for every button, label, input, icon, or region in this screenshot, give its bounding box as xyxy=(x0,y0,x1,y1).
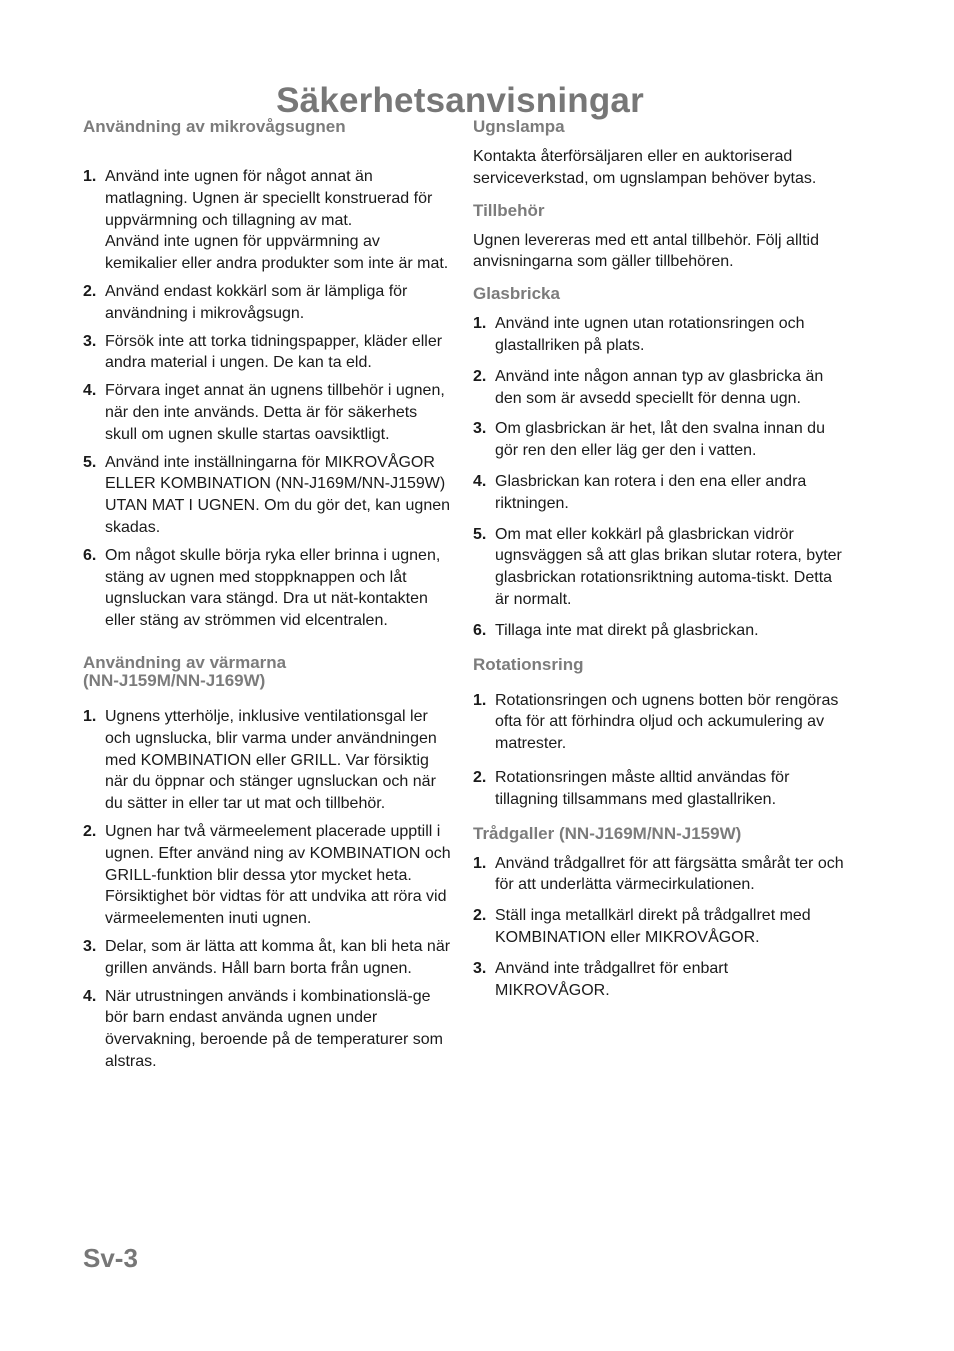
item-text: Delar, som är lätta att komma åt, kan bli heta när grillen används. Håll barn borta från ugnen. xyxy=(105,937,451,977)
list-item xyxy=(473,366,845,410)
item-number: 2. xyxy=(473,907,487,925)
item-text: Om mat eller kokkärl på glasbrickan vidrör ugnsväggen så att glas brikan slutar rotera, byter glasbrickan rotationsriktning automa-tiskt. Detta är normalt. xyxy=(495,525,842,608)
list-item xyxy=(473,690,845,755)
section-heading-oven-lamp: Ugnslampa xyxy=(473,117,565,136)
item-number: 1. xyxy=(473,691,487,709)
item-text: Använd inte ugnen utan rotationsringen och glastallriken på plats. xyxy=(495,315,805,354)
list-item xyxy=(473,620,845,642)
item-number: 5. xyxy=(473,525,487,543)
item-text: Om något skulle börja ryka eller brinna i ugnen, stäng av ugnen med stoppknappen och låt ugnsluckan vara stängd. Dra ut nät-kontakten eller stäng av strömmen vid elcentralen. xyxy=(105,546,441,630)
list-item xyxy=(83,166,451,275)
oven-lamp-text: Kontakta återförsäljaren eller en auktoriserad serviceverkstad, om ugnslampan behöver bytas. xyxy=(473,148,817,187)
item-text: När utrustningen används i kombinationslä-ge bör barn endast använda ugnen under övervakning, beroende på de temperaturer som alstras. xyxy=(105,987,443,1070)
rotation-ring-list xyxy=(473,690,845,811)
item-text: Rotationsringen och ugnens botten bör rengöras ofta för att förhindra oljud och ackumulering av matrester. xyxy=(495,691,839,753)
item-text: Förvara inget annat än ugnens tillbehör i ugnen, när den inte används. Detta är för säkerhets skull om ugnen skulle startas oavsiktligt. xyxy=(105,382,445,443)
item-text: Använd inte inställningarna för MIKROVÅGOR ELLER KOMBINATION (NN-J169M/NN-J159W) UTAN MAT I UGNEN. Om du gör det, kan ugnen skadas. xyxy=(105,453,451,536)
item-text: Använd inte ugnen för något annat än matlagning. Ugnen är speciellt konstruerad för uppvärmning och tillagning av mat. xyxy=(105,168,433,229)
item-number: 4. xyxy=(83,987,97,1005)
item-text: Ugnens ytterhölje, inklusive ventilationsgal ler och ugnslucka, blir varma under användningen med KOMBINATION eller GRILL. Var försiktig när du öppnar och stänger ugnsluckan och när du sätter in eller tar ut mat och tillbehör. xyxy=(105,707,437,813)
section-heading-microwave-use: Användning av mikrovågsugnen xyxy=(83,117,346,136)
item-number: 4. xyxy=(83,382,97,400)
left-column xyxy=(83,118,451,1073)
list-item xyxy=(473,905,845,949)
item-text: Glasbrickan kan rotera i den ena eller andra riktningen. xyxy=(495,472,807,512)
item-number: 6. xyxy=(83,546,97,564)
item-number: 2. xyxy=(83,822,97,840)
list-item xyxy=(473,958,845,1002)
item-number: 3. xyxy=(473,420,487,438)
microwave-use-list xyxy=(83,166,451,632)
item-number: 3. xyxy=(473,959,487,977)
list-item xyxy=(83,331,451,375)
list-item xyxy=(83,452,451,539)
item-text: Använd inte någon annan typ av glasbricka än den som är avsedd speciellt för denna ugn. xyxy=(495,367,824,407)
item-text: Använd trådgallret för att färgsätta småråt ter och för att underlätta värmecirkulationen. xyxy=(495,854,844,894)
list-item xyxy=(473,524,845,611)
list-item xyxy=(83,281,451,325)
item-text: Om glasbrickan är het, låt den svalna innan du gör ren den eller läg ger den i vatten. xyxy=(495,420,825,460)
list-item xyxy=(473,313,845,357)
item-text-continued: Försiktighet bör vidtas för att undvika att röra vid värmeelementen inuti ugnen. xyxy=(105,888,447,928)
item-text: Använd inte trådgallret för enbart MIKROVÅGOR. xyxy=(495,959,729,999)
item-number: 1. xyxy=(473,854,487,872)
item-number: 1. xyxy=(473,315,487,333)
item-number: 1. xyxy=(83,168,97,185)
right-column xyxy=(473,118,845,1001)
item-text: Använd endast kokkärl som är lämpliga för användning i mikrovågsugn. xyxy=(105,282,408,322)
item-number: 1. xyxy=(83,707,97,725)
item-number: 6. xyxy=(473,621,487,639)
item-number: 2. xyxy=(473,367,487,385)
item-text: Försök inte att torka tidningspapper, kläder eller andra material i ungen. De kan ta eld. xyxy=(105,332,443,372)
list-item xyxy=(473,471,845,515)
wire-rack-list xyxy=(473,853,845,1002)
item-number: 4. xyxy=(473,472,487,490)
section-heading-rotation-ring: Rotationsring xyxy=(473,654,584,674)
accessories-text: Ugnen levereras med ett antal tillbehör. Följ alltid anvisningarna som gäller tillbehören. xyxy=(473,231,819,271)
list-item xyxy=(83,545,451,632)
list-item xyxy=(473,853,845,897)
list-item xyxy=(83,706,451,815)
list-item xyxy=(83,821,451,930)
list-item xyxy=(473,418,845,462)
heading-line-2: (NN-J159M/NN-J169W) xyxy=(83,670,266,690)
item-number: 3. xyxy=(83,937,97,955)
item-text: Ställ inga metallkärl direkt på trådgallret med KOMBINATION eller MIKROVÅGOR. xyxy=(495,907,811,946)
list-item xyxy=(83,986,451,1073)
list-item xyxy=(83,380,451,445)
section-heading-heaters xyxy=(83,654,451,690)
item-text: Ugnen har två värmeelement placerade upptill i ugnen. Efter använd ning av KOMBINATION och GRILL-funktion blir dessa ytor mycket heta. xyxy=(105,822,451,884)
list-item xyxy=(83,936,451,980)
glass-tray-list xyxy=(473,313,845,641)
item-number: 3. xyxy=(83,332,97,350)
item-number: 2. xyxy=(83,282,97,300)
section-heading-accessories: Tillbehör xyxy=(473,200,545,220)
list-item xyxy=(473,767,845,811)
section-heading-glass-tray: Glasbricka xyxy=(473,284,560,304)
heaters-list xyxy=(83,706,451,1073)
item-number: 2. xyxy=(473,768,487,786)
item-text-continued: Använd inte ugnen för uppvärmning av kemikalier eller andra produkter som inte är mat. xyxy=(105,233,449,273)
page-title: Säkerhetsanvisningar xyxy=(276,81,644,121)
item-text: Tillaga inte mat direkt på glasbrickan. xyxy=(495,621,759,639)
heading-line-1: Användning av värmarna xyxy=(83,652,287,672)
section-heading-wire-rack: Trådgaller (NN-J169M/NN-J159W) xyxy=(473,823,742,843)
item-number: 5. xyxy=(83,453,97,471)
item-text: Rotationsringen måste alltid användas för tillagning tillsammans med glastallriken. xyxy=(495,768,790,808)
page-number: Sv-3 xyxy=(83,1243,138,1273)
